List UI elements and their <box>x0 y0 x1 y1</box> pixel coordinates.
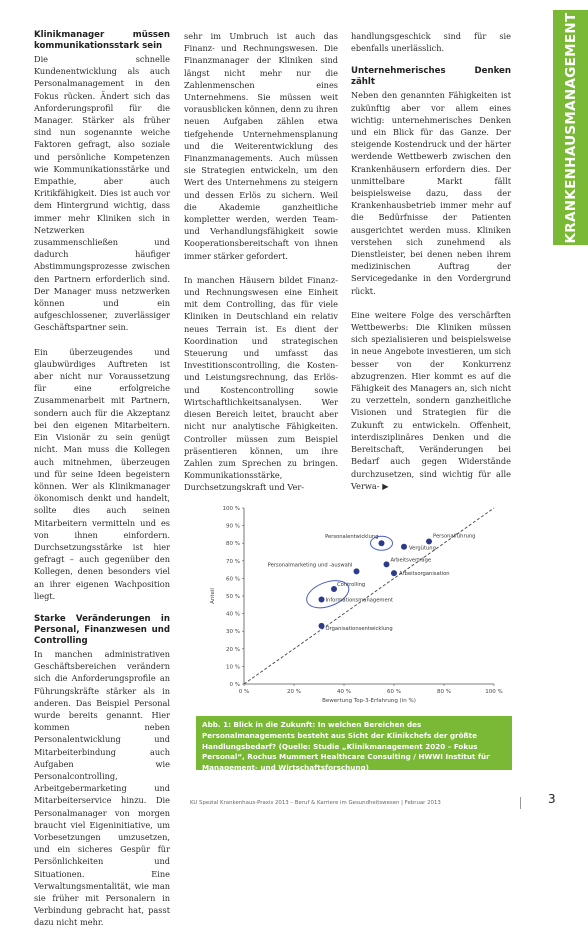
point-label: Personalführung <box>433 533 476 540</box>
article-column-2 <box>184 30 338 493</box>
subheading-veraenderungen: Starke Veränderungen in Personal, Finanzwesen und Controlling <box>34 613 170 646</box>
paragraph-text: Eine weitere Folge des verschärften Wettbewerbs: Die Kliniken müssen sich spezialisieren und beispielsweise in neue Angebote investieren, um sich besser von der Konkurrenz abzugrenzen. Hier kommt es auf die Fähigkeit des Managers an, sich nicht zu verzetteln, sondern ganzheitliche Visionen und Strategien für die Zukunft zu entwickeln. Offenheit, interdisziplinäres Denken und die Bereitschaft, Veränderungen bei Bedarf auch gegen Widerstände durchzusetzen, sind wichtig für alle Verwa- <box>351 309 511 491</box>
paragraph: Neben den genannten Fähigkeiten ist zukünftig aber vor allem eines wichtig: unternehmerisches Denken und ein Blick für das Ganze. Der steigende Kostendruck und der härter werdende Wettbewerb zwischen den Krankenhäusern erfordern dies. Der unmittelbare Markt fällt beispielsweise dazu, dass der Krankenhausbetrieb immer mehr auf die Bedürfnisse der Patienten ausgerichtet werden muss. Kliniken verstehen sich zunehmend als Dienstleister, bei denen neben ihrem medizinischen Auftrag der Servicegedanke in den Vordergrund rückt. <box>351 90 511 296</box>
y-tick-label: 80 % <box>226 541 240 548</box>
paragraph: In manchen administrativen Geschäftsbereichen verändern sich die Anforderungsprofile an Führungskräfte stärker als in anderen. Das Beispiel Personal wurde bereits genannt. Hier kommen neben Personalentwicklung und Mitarbeiterbindung auch Aufgaben wie Personalcontrolling, Arbeitgebermarketing und Mitarbeiterservice hinzu. Die Personalmanager von morgen braucht viel Eigeninitiative, um Vorbesetzungen umzusetzen, und ein sicheres Gespür für Persönlichkeiten und Situationen. Eine Verwaltungsmentalität, wie man sie früher mit Personalern in Verbindung gebracht hat, passt dazu nicht mehr. <box>34 648 170 928</box>
subheading-kommunikation: Klinikmanager müssen kommunikationsstark sein <box>34 30 170 51</box>
x-tick-label: 0 % <box>238 689 250 695</box>
section-tab <box>553 10 588 245</box>
article-column-1 <box>34 30 170 928</box>
y-tick-label: 50 % <box>226 594 240 600</box>
y-tick-label: 90 % <box>226 523 240 530</box>
y-tick-label: 60 % <box>226 576 240 583</box>
point-label: Arbeitsorganisation <box>399 571 450 578</box>
point-label: Arbeitsverträge <box>390 557 432 564</box>
y-tick-label: 70 % <box>226 558 240 565</box>
point-label: Informationsmanagement <box>325 597 393 604</box>
paragraph: In manchen Häusern bildet Finanz- und Rechnungswesen eine Einheit mit dem Controlling, das für viele Kliniken in Deutschland ein relativ neues Terrain ist. Es dient der Koordination und strategischen Steuerung und umfasst das Investitionscontrolling, die Kosten- und Leistungsrechnung, das Erlös- und Kostencontrolling sowie Wirtschaftlichkeitsanalysen. Wer diesen Bereich leitet, braucht aber nicht nur analytische Fähigkeiten. Controller müssen zum Beispiel präsentieren können, um ihre Zahlen zum Sprechen zu bringen. Kommunikationsstärke, Durchsetzungskraft und Ver- <box>184 274 338 493</box>
data-point <box>391 570 397 576</box>
point-label: Controlling <box>337 581 366 588</box>
data-point <box>379 540 385 546</box>
paragraph: handlungsgeschick sind für sie ebenfalls unerlässlich. <box>351 31 511 54</box>
data-point <box>319 597 325 603</box>
scatter-chart <box>196 496 512 714</box>
x-tick-label: 40 % <box>337 689 351 695</box>
data-point <box>319 623 325 629</box>
y-axis-label: Anteil <box>210 588 216 604</box>
continue-arrow-icon: ▶ <box>382 480 389 491</box>
data-point <box>426 538 432 544</box>
point-label: Personalmarketing und -auswahl <box>267 562 353 569</box>
x-tick-label: 100 % <box>485 689 503 695</box>
y-tick-label: 10 % <box>226 664 240 671</box>
x-tick-label: 20 % <box>287 689 301 695</box>
data-point <box>401 544 407 550</box>
page-footer: KU Spezial Krankenhaus-Praxis 2013 – Beruf & Karriere im Gesundheitswesen | Februar 2013 <box>190 800 441 806</box>
y-tick-label: 100 % <box>222 506 240 512</box>
x-axis-label: Bewertung Top-3-Erfahrung (in %) <box>322 698 416 704</box>
footer-divider <box>520 797 521 809</box>
y-tick-label: 0 % <box>229 682 240 688</box>
y-tick-label: 20 % <box>226 646 240 653</box>
x-tick-label: 60 % <box>387 689 401 695</box>
scatter-chart-svg <box>196 496 512 714</box>
data-point <box>384 561 390 567</box>
y-tick-label: 30 % <box>226 629 240 636</box>
paragraph: Die schnelle Kundenentwicklung als auch Personalmanagement in den Fokus rücken. Ändert sich das Anforderungsprofil für die Manager. Stärker als früher sind nun sogenannte weiche Faktoren gefragt, also soziale und persönliche Kompetenzen wie Kommunikationsstärke und Empathie, aber auch Kritikfähigkeit. Dies ist auch vor dem Hintergrund wichtig, dass immer mehr Kliniken sich in Netzwerken zusammenschließen und dadurch häufiger Abstimmungsprozesse zwischen den Partnern erforderlich sind. Der Manager muss netzwerken können und ein aufgeschlossener, zuverlässiger Geschäftspartner sein. <box>34 54 170 333</box>
subheading-unternehmerisch: Unternehmerisches Denken zählt <box>351 66 511 88</box>
paragraph: Ein überzeugendes und glaubwürdiges Auftreten ist aber nicht nur Voraussetzung für eine erfolgreiche Zusammenarbeit mit Partnern, sondern auch für die Akzeptanz bei den eigenen Mitarbeitern. Ein Visionär zu sein genügt nicht. Man muss die Kollegen auch mitnehmen, überzeugen und für seine Ideen begeistern können. Wer als Klinikmanager ökonomisch denkt und handelt, sollte dies auch seinen Mitarbeitern vermitteln und es von ihnen einfordern. Durchsetzungsstärke ist hier gefragt – auch gegenüber den Kollegen, denen besonders viel an ihrer eigenen Wachposition liegt. <box>34 346 170 601</box>
point-label: Personalentwicklung <box>325 534 379 541</box>
point-label: Organisationsentwicklung <box>325 625 393 632</box>
point-label: Vergütung <box>409 545 436 552</box>
data-point <box>354 568 360 574</box>
figure-caption: Abb. 1: Blick in die Zukunft: In welchen Bereichen des Personalmanagements besteht aus Sicht der Klinikchefs der größte Handlungsbedarf? (Quelle: Studie „Klinikmanagement 2020 – Fokus Personal“, Rochus Mummert Healthcare Consulting / HWWI Institut für Management- und Wirtschaftsforschung) <box>196 716 512 770</box>
section-tab-label: KRANKENHAUSMANAGEMENT <box>562 12 579 243</box>
page-number: 3 <box>548 792 556 806</box>
x-tick-label: 80 % <box>437 689 451 695</box>
article-column-3 <box>351 30 511 491</box>
paragraph <box>351 309 511 492</box>
paragraph: sehr im Umbruch ist auch das Finanz- und Rechnungswesen. Die Finanzmanager der Kliniken sind längst nicht mehr nur die Zahlenmenschen eines Unternehmens. Sie müssen weit vorausblicken können, denn zu ihren neuen Aufgaben zählen etwa tiefgehende Unternehmensplanung und die Weiterentwicklung des Finanzmanagements. Auch müssen sie Strategien entwickeln, um den Wert des Unternehmens zu steigern und dessen Erlös zu sichern. Weil die Akademie ganzheitliche kompletter werden, werden Team- und Verhandlungsfähigkeit sowie Kooperationsbereitschaft von ihnen immer stärker gefordert. <box>184 31 338 261</box>
y-tick-label: 40 % <box>226 611 240 618</box>
